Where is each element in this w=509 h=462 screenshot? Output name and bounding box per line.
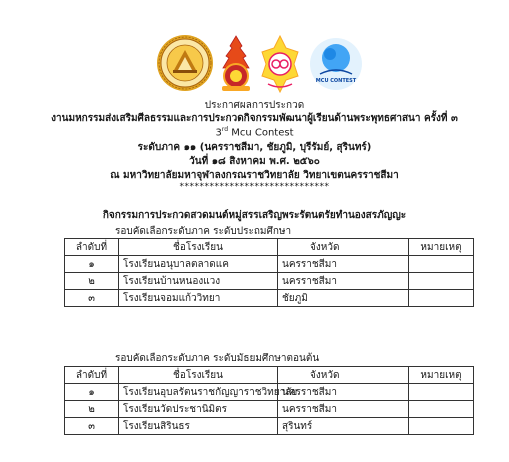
divider: ****************************** (179, 182, 330, 192)
announcement-title: ประกาศผลการประกวด (204, 100, 305, 111)
col-note-header: หมายเหตุ (409, 367, 474, 384)
province-cell: นครราชสีมา (278, 256, 409, 273)
province-cell: นครราชสีมา (278, 384, 409, 401)
mcu-contest-logo-icon (306, 34, 366, 94)
note-cell (409, 290, 474, 307)
lower-secondary-caption: รอบคัดเลือกระดับภาค ระดับมัธยมศึกษาตอนต้น (115, 353, 320, 364)
mcu-contest-logo-text: MCU CONTEST (315, 78, 357, 84)
rank-cell: ๑ (65, 384, 119, 401)
contest-name (0, 126, 509, 138)
rank-cell: ๒ (65, 401, 119, 418)
school-emblem-icon (216, 34, 256, 94)
province-cell: นครราชสีมา (278, 273, 409, 290)
contest-ordinal: rd (221, 126, 229, 133)
table-row (65, 290, 474, 307)
note-cell (409, 401, 474, 418)
note-cell (409, 273, 474, 290)
school-cell: โรงเรียนวัดประชานิมิตร (119, 401, 278, 418)
event-venue: ณ มหาวิทยาลัยมหาจุฬาลงกรณราชวิทยาลัย วิทยาเขตนครราชสีมา (110, 170, 399, 181)
col-rank-header: ลำดับที่ (65, 367, 119, 384)
table-header-row (65, 239, 474, 256)
col-school-header: ชื่อโรงเรียน (119, 367, 278, 384)
mcu-university-seal-icon (156, 34, 214, 92)
school-cell: โรงเรียนจอมแก้ววิทยา (119, 290, 278, 307)
event-name: งานมหกรรมส่งเสริมศีลธรรมและการประกวดกิจกรรมพัฒนาผู้เรียนด้านพระพุทธศาสนา ครั้งที่ ๓ (51, 113, 458, 124)
province-cell: นครราชสีมา (278, 401, 409, 418)
school-cell: โรงเรียนสิรินธร (119, 418, 278, 435)
activity-title: กิจกรรมการประกวดสวดมนต์หมู่สรรเสริญพระรัตนตรัยทำนองสรภัญญะ (102, 210, 407, 221)
primary-caption: รอบคัดเลือกระดับภาค ระดับประถมศึกษา (115, 226, 292, 237)
col-school-header: ชื่อโรงเรียน (119, 239, 278, 256)
contest-label: Mcu Contest (228, 127, 294, 139)
rank-cell: ๓ (65, 418, 119, 435)
logo-row (0, 34, 509, 96)
col-rank-header: ลำดับที่ (65, 239, 119, 256)
school-cell: โรงเรียนบ้านหนองแวง (119, 273, 278, 290)
col-province-header: จังหวัด (278, 367, 409, 384)
note-cell (409, 384, 474, 401)
col-province-header: จังหวัด (278, 239, 409, 256)
table-row (65, 273, 474, 290)
school-cell: โรงเรียนอนุบาลตลาดแค (119, 256, 278, 273)
note-cell (409, 256, 474, 273)
rank-cell: ๒ (65, 273, 119, 290)
table-row (65, 256, 474, 273)
province-cell: สุรินทร์ (278, 418, 409, 435)
rank-cell: ๓ (65, 290, 119, 307)
rank-cell: ๑ (65, 256, 119, 273)
note-cell (409, 418, 474, 435)
province-cell: ชัยภูมิ (278, 290, 409, 307)
table-row (65, 418, 474, 435)
contest-number: 3 (215, 127, 222, 139)
anniversary-emblem-icon (258, 34, 302, 94)
region-level: ระดับภาค ๑๑ (นครราชสีมา, ชัยภูมิ, บุรีรัมย์, สุรินทร์) (137, 142, 372, 153)
event-date: วันที่ ๑๘ สิงหาคม พ.ศ. ๒๕๖๐ (189, 156, 320, 167)
col-note-header: หมายเหตุ (409, 239, 474, 256)
lower-secondary-results-table (64, 366, 474, 435)
school-cell: โรงเรียนอุบลรัตนราชกัญญาราชวิทยาลัย (119, 384, 278, 401)
primary-results-table (64, 238, 474, 307)
table-header-row (65, 367, 474, 384)
table-row (65, 384, 474, 401)
table-row (65, 401, 474, 418)
